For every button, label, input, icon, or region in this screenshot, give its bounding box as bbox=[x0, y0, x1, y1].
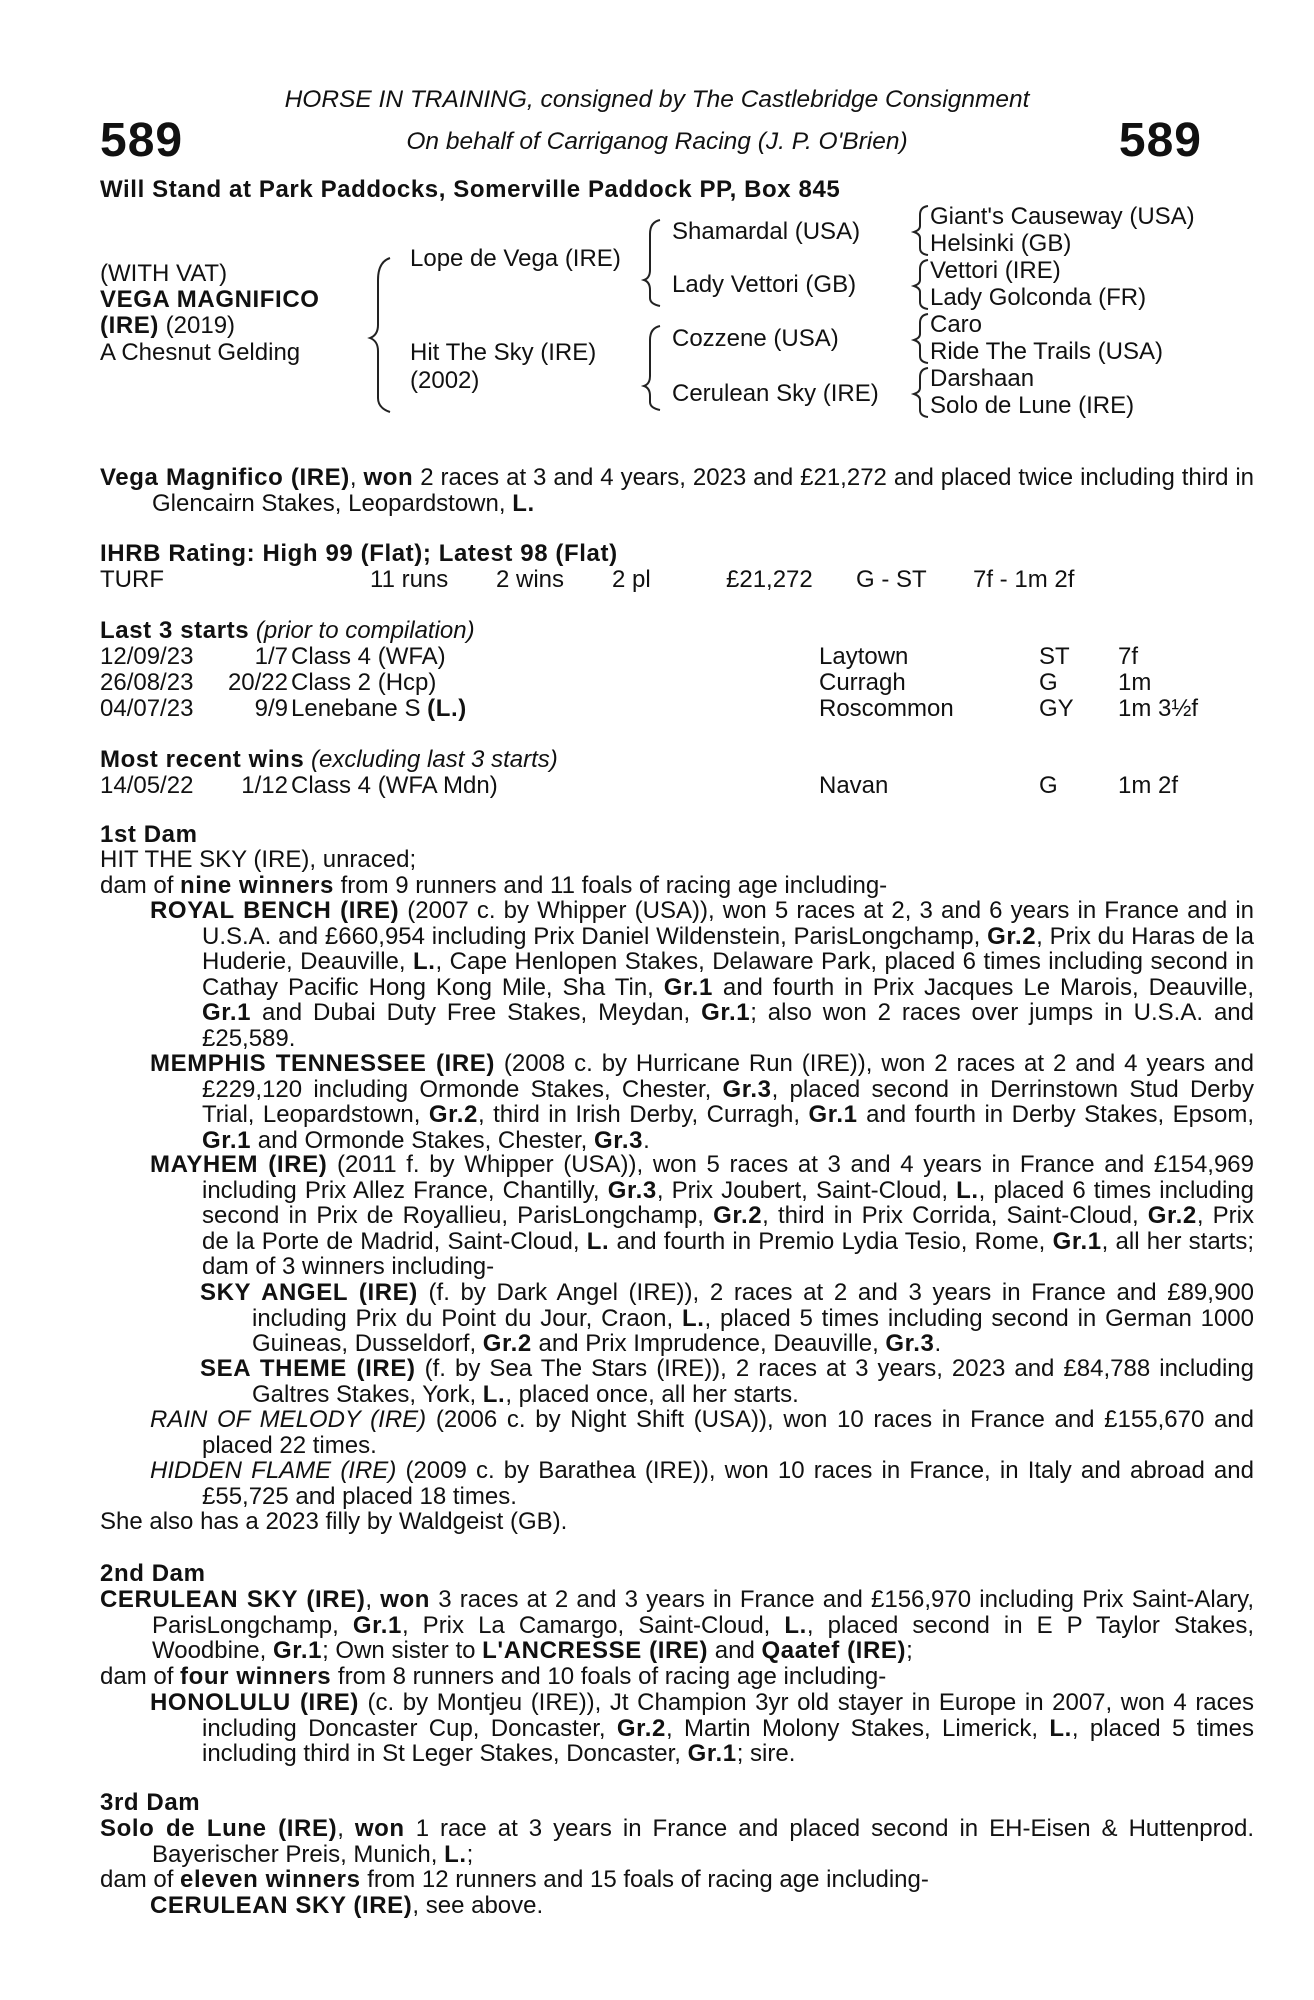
dam2-won: won bbox=[380, 1586, 431, 1613]
dam2-produce bbox=[100, 1664, 886, 1690]
grade-gr1: Gr.1 bbox=[1052, 1227, 1102, 1255]
progeny-name: ROYAL BENCH (IRE) bbox=[150, 897, 400, 924]
recent-note: (excluding last 3 starts) bbox=[304, 746, 558, 773]
grade-gr2: Gr.2 bbox=[987, 922, 1037, 950]
dam2-and: and bbox=[708, 1637, 762, 1664]
brace-sire bbox=[644, 220, 660, 306]
dam2-sister2: Qaatef (IRE) bbox=[761, 1637, 907, 1664]
start-going: GY bbox=[1039, 695, 1074, 722]
dam1-filly: She also has a 2023 filly by Waldgeist (GB). bbox=[100, 1508, 568, 1535]
recent-going: G bbox=[1039, 772, 1058, 799]
progeny-text: , Prix du Haras de la Huderie, Deauville, bbox=[202, 922, 1254, 975]
summary-text1: 2 races at 3 and 4 years, 2023 and £21,272 and placed twice bbox=[413, 464, 1074, 491]
consignor-line: HORSE IN TRAINING, consigned by The Castlebridge Consignment bbox=[284, 86, 1030, 113]
progeny-name: RAIN OF MELODY (IRE) bbox=[150, 1406, 427, 1433]
progeny-text: (f. by Dark Angel (IRE)), 2 races at 2 and 3 years in France and £89,900 including Prix du Point du Jour, Craon, bbox=[252, 1279, 1254, 1332]
grade-gr2: Gr.2 bbox=[482, 1330, 532, 1357]
summary-name: Vega Magnifico (IRE) bbox=[100, 464, 350, 491]
start-distance: 1m 3½f bbox=[1118, 695, 1199, 722]
progeny-name: SEA THEME (IRE) bbox=[200, 1355, 416, 1382]
progeny-text: (2011 f. by Whipper (USA)), won 5 races at 3 and 4 years in France and £154,969 including Prix Allez France, Chantilly, bbox=[202, 1151, 1254, 1204]
start-course: Laytown bbox=[819, 643, 909, 670]
dam1-line2c: from 9 runners and 11 foals of racing age including- bbox=[333, 872, 888, 899]
dam2-heading: 2nd Dam bbox=[100, 1560, 206, 1587]
progeny-text: and fourth in Prix Jacques Le Marois, Deauville, bbox=[712, 973, 1255, 1001]
pedigree-sire-sire: Shamardal (USA) bbox=[672, 218, 861, 245]
dam2-line2a: dam of bbox=[100, 1663, 181, 1690]
rating-distance: 7f - 1m 2f bbox=[973, 566, 1075, 593]
progeny-text: , placed second in Derrinstown Stud Derby Trial, Leopardstown, bbox=[202, 1075, 1254, 1128]
dam2-text: 3 races at 2 and 3 years in France and £156,970 including Prix Saint-Alary, ParisLongchamp, bbox=[152, 1586, 1254, 1639]
rating-wins: 2 wins bbox=[496, 566, 565, 593]
dam1-winners: nine winners bbox=[180, 872, 334, 899]
grade-listed: L. bbox=[784, 1611, 807, 1639]
grade-listed: L. bbox=[586, 1227, 610, 1255]
grade-gr3: Gr.3 bbox=[593, 1126, 644, 1154]
horse-vat: (WITH VAT) bbox=[100, 260, 228, 287]
brace-g2 bbox=[914, 260, 928, 309]
grade-gr1: Gr.1 bbox=[701, 999, 751, 1026]
dam1-heading: 1st Dam bbox=[100, 821, 198, 848]
start-going: G bbox=[1039, 669, 1058, 696]
rating-surface: TURF bbox=[100, 566, 164, 593]
rating-going: G - ST bbox=[856, 566, 927, 593]
rating-runs: 11 runs bbox=[370, 566, 449, 593]
dam2-semi: ; bbox=[906, 1637, 913, 1664]
dam3-produce bbox=[100, 1867, 929, 1893]
brace-g3 bbox=[914, 314, 928, 363]
pedigree-g1: Giant's Causeway (USA) bbox=[930, 203, 1195, 230]
grade-listed: L. bbox=[956, 1176, 979, 1204]
progeny-sea-theme bbox=[200, 1356, 1254, 1407]
progeny-text: and Prix Imprudence, Deauville, bbox=[531, 1330, 886, 1357]
brace-g1 bbox=[914, 206, 928, 255]
progeny-text: and fourth in Derby Stakes, Epsom, bbox=[857, 1101, 1255, 1128]
recent-title bbox=[100, 747, 558, 773]
recent-position: 1/12 bbox=[241, 772, 288, 799]
grade-gr2: Gr.2 bbox=[428, 1101, 478, 1128]
progeny-text: , placed 5 times including third in St Leger Stakes, Doncaster, bbox=[202, 1714, 1254, 1767]
pedigree-g7: Darshaan bbox=[930, 365, 1035, 392]
grade-gr1: Gr.1 bbox=[352, 1611, 402, 1639]
horse-name: VEGA MAGNIFICO bbox=[100, 286, 320, 313]
race-summary: Vega Magnifico (IRE), won 2 races at 3 and 4 years, 2023 and £21,272 and placed twice including third in Glencairn Stakes, Leopardstown, L. bbox=[100, 464, 1255, 517]
dam3-text: 1 race at 3 years in France and placed second in EH-Eisen & Huttenprod. Bayerischer Preis, Munich, bbox=[152, 1815, 1254, 1868]
horse-description: A Chesnut Gelding bbox=[100, 339, 301, 366]
pedigree-g6: Ride The Trails (USA) bbox=[930, 338, 1163, 365]
start-position: 20/22 bbox=[227, 669, 288, 696]
dam2-name: CERULEAN SKY (IRE) bbox=[100, 1586, 366, 1613]
dam2-record: CERULEAN SKY (IRE), won 3 races at 2 and 3 years in France and £156,970 including Prix Saint-Alary, ParisLongchamp, Gr.1, Prix La Camargo, Saint-Cloud, L., placed second in E P Taylor Stakes, Woodbine, Gr.1; Own sister to L'ANCRESSE (IRE) and Qaatef (IRE); bbox=[100, 1586, 1254, 1664]
progeny-mayhem bbox=[150, 1152, 1254, 1280]
progeny-text: , placed 5 times including second in German 1000 Guineas, Dusseldorf, bbox=[252, 1304, 1254, 1357]
grade-gr1: Gr.1 bbox=[202, 999, 252, 1026]
pedigree-g4: Lady Golconda (FR) bbox=[930, 284, 1147, 311]
start-race: Class 4 (WFA) bbox=[291, 643, 446, 670]
progeny-text: (c. by Montjeu (IRE)), Jt Champion 3yr old stayer in Europe in 2007, won 4 races including Doncaster Cup, Doncaster, bbox=[202, 1689, 1255, 1742]
grade-gr1: Gr.1 bbox=[663, 973, 713, 1001]
dam2-winners: four winners bbox=[180, 1663, 332, 1690]
progeny-memphis-tennessee: MEMPHIS TENNESSEE (IRE) (2008 c. by Hurricane Run (IRE)), won 2 races at 2 and 4 years and £229,120 including Ormonde Stakes, Chester, Gr.3, placed second in Derrinstown Stud Derby Trial, Leopardstown, Gr.2, third in Irish Derby, Curragh, Gr.1 and fourth in Derby Stakes, Epsom, Gr.1 and Ormonde Stakes, Chester, Gr.3. bbox=[150, 1050, 1255, 1154]
lot-number-left: 589 bbox=[100, 114, 184, 167]
brace-g4 bbox=[914, 368, 928, 417]
start-date: 26/08/23 bbox=[100, 669, 194, 696]
progeny-cerulean-sky bbox=[150, 1893, 543, 1919]
rating-earnings: £21,272 bbox=[726, 566, 813, 593]
recent-distance: 1m 2f bbox=[1118, 772, 1179, 799]
start-position: 1/7 bbox=[254, 643, 288, 670]
progeny-text: , Martin Molony Stakes, Limerick, bbox=[665, 1714, 1050, 1742]
dam2-text: , placed second in E P Taylor Stakes, Woodbine, bbox=[152, 1611, 1254, 1664]
pedigree-dam: Hit The Sky (IRE) bbox=[410, 339, 597, 366]
last3-title bbox=[100, 618, 475, 644]
progeny-text: , third in Prix Corrida, Saint-Cloud, bbox=[762, 1202, 1148, 1229]
dam2-text: , Prix La Camargo, Saint-Cloud, bbox=[401, 1611, 785, 1639]
progeny-text: and fourth in Premio Lydia Tesio, Rome, bbox=[609, 1227, 1053, 1255]
dam1-line2 bbox=[100, 873, 887, 899]
dam3-line2c: from 12 runners and 15 foals of racing age including- bbox=[360, 1866, 929, 1893]
dam2-sister1: L'ANCRESSE (IRE) bbox=[482, 1637, 709, 1664]
last3-label: Last 3 starts bbox=[100, 617, 250, 644]
progeny-name: SKY ANGEL (IRE) bbox=[200, 1279, 418, 1306]
progeny-rain-of-melody bbox=[150, 1407, 1254, 1458]
progeny-text: , Prix Joubert, Saint-Cloud, bbox=[656, 1176, 957, 1204]
start-race-name: Lenebane S bbox=[291, 695, 428, 722]
dam3-semi: ; bbox=[466, 1840, 474, 1868]
start-course: Roscommon bbox=[819, 695, 954, 722]
grade-listed: L. bbox=[1049, 1714, 1072, 1742]
progeny-text: (2008 c. by Hurricane Run (IRE)), won 2 races at 2 and 4 years and £229,120 including Ormonde Stakes, Chester, bbox=[202, 1050, 1255, 1103]
start-distance: 1m bbox=[1118, 669, 1152, 696]
start-race bbox=[291, 696, 467, 722]
recent-date: 14/05/22 bbox=[100, 772, 194, 799]
summary-won: won bbox=[363, 464, 414, 491]
behalf-line: On behalf of Carriganog Racing (J. P. O'Brien) bbox=[406, 128, 908, 155]
start-date: 04/07/23 bbox=[100, 695, 194, 722]
lot-number-right: 589 bbox=[1118, 114, 1202, 167]
start-course: Curragh bbox=[819, 669, 906, 696]
progeny-text: (2009 c. by Barathea (IRE)), won 10 races in France, in Italy and abroad and £55,725 and placed 18 times. bbox=[202, 1457, 1254, 1510]
summary-listed: L. bbox=[512, 489, 535, 517]
dam1-line2a: dam of bbox=[100, 872, 181, 899]
dam3-heading: 3rd Dam bbox=[100, 1789, 201, 1816]
progeny-text: (f. by Sea The Stars (IRE)), 2 races at 3 years, 2023 and £84,788 including Galtres Stakes, York, bbox=[252, 1355, 1254, 1408]
dam3-line2a: dam of bbox=[100, 1866, 181, 1893]
grade-listed: L. bbox=[681, 1304, 705, 1332]
recent-label: Most recent wins bbox=[100, 746, 305, 773]
dam1-line1: HIT THE SKY (IRE), unraced; bbox=[100, 846, 417, 873]
progeny-text: ; also won 2 races over jumps in U.S.A. and £25,589. bbox=[202, 999, 1254, 1052]
progeny-text: ; sire. bbox=[736, 1740, 796, 1767]
progeny-text: , placed 6 times including second in Prix de Royallieu, ParisLongchamp, bbox=[202, 1176, 1255, 1229]
progeny-name: HONOLULU (IRE) bbox=[150, 1689, 359, 1716]
progeny-text: and Dubai Duty Free Stakes, Meydan, bbox=[251, 999, 702, 1026]
pedigree-sire-dam: Lady Vettori (GB) bbox=[672, 271, 857, 298]
progeny-text: , see above. bbox=[412, 1892, 544, 1919]
progeny-sky-angel: SKY ANGEL (IRE) (f. by Dark Angel (IRE)), 2 races at 2 and 3 years in France and £89,900 including Prix du Point du Jour, Craon, L., placed 5 times including second in German 1000 Guineas, Dusseldorf, Gr.2 and Prix Imprudence, Deauville, Gr.3. bbox=[200, 1279, 1254, 1357]
rating-placed: 2 pl bbox=[612, 566, 651, 593]
pedigree-g3: Vettori (IRE) bbox=[930, 257, 1061, 284]
grade-gr2: Gr.2 bbox=[1147, 1202, 1197, 1229]
progeny-name: MAYHEM (IRE) bbox=[150, 1151, 328, 1178]
progeny-name: MEMPHIS TENNESSEE (IRE) bbox=[150, 1050, 495, 1077]
brace-gen1 bbox=[370, 258, 390, 412]
grade-gr1: Gr.1 bbox=[202, 1126, 252, 1154]
last3-note: (prior to compilation) bbox=[249, 617, 475, 644]
grade-gr2: Gr.2 bbox=[616, 1714, 666, 1742]
grade-listed: L. bbox=[413, 948, 436, 975]
grade-gr1: Gr.1 bbox=[687, 1740, 737, 1767]
start-date: 12/09/23 bbox=[100, 643, 194, 670]
progeny-royal-bench bbox=[150, 898, 1254, 1051]
dam2-line2c: from 8 runners and 10 foals of racing age including- bbox=[331, 1663, 887, 1690]
progeny-text: and Ormonde Stakes, Chester, bbox=[251, 1126, 594, 1154]
progeny-name: CERULEAN SKY (IRE) bbox=[150, 1892, 413, 1919]
grade-gr3: Gr.3 bbox=[722, 1075, 772, 1103]
grade-listed: L. bbox=[482, 1380, 506, 1408]
progeny-text: , Cape Henlopen Stakes, Delaware Park, placed 6 times including second in Cathay Pacific Hong Kong Mile, Sha Tin, bbox=[202, 948, 1254, 1001]
summary-text2: including third in Glencairn Stakes, Leopardstown, bbox=[152, 464, 1255, 517]
grade-gr2: Gr.2 bbox=[713, 1202, 763, 1229]
dam3-winners: eleven winners bbox=[180, 1866, 361, 1893]
progeny-text: (2006 c. by Night Shift (USA)), won 10 races in France and £155,670 and placed 22 times. bbox=[202, 1406, 1255, 1459]
start-position: 9/9 bbox=[254, 695, 288, 722]
pedigree-sire: Lope de Vega (IRE) bbox=[410, 245, 621, 272]
grade-gr1: Gr.1 bbox=[272, 1637, 323, 1664]
pedigree-dam-sire: Cozzene (USA) bbox=[672, 325, 839, 352]
start-race-grade: (L.) bbox=[427, 695, 467, 722]
recent-course: Navan bbox=[819, 772, 889, 799]
grade-gr1: Gr.1 bbox=[808, 1101, 858, 1128]
stand-line: Will Stand at Park Paddocks, Somerville Paddock PP, Box 845 bbox=[100, 176, 841, 203]
start-distance: 7f bbox=[1118, 643, 1139, 670]
horse-year: (2019) bbox=[159, 312, 236, 339]
pedigree-g2: Helsinki (GB) bbox=[930, 230, 1072, 257]
grade-gr3: Gr.3 bbox=[885, 1330, 935, 1357]
progeny-text: , Prix de la Porte de Madrid, Saint-Cloud, bbox=[202, 1202, 1255, 1255]
progeny-name: HIDDEN FLAME (IRE) bbox=[150, 1457, 397, 1484]
pedigree-g8: Solo de Lune (IRE) bbox=[930, 392, 1135, 419]
recent-race: Class 4 (WFA Mdn) bbox=[291, 772, 498, 799]
start-race: Class 2 (Hcp) bbox=[291, 669, 437, 696]
dam3-won: won bbox=[354, 1815, 405, 1842]
dam2-text: ; Own sister to bbox=[322, 1637, 483, 1664]
progeny-text: (2007 c. by Whipper (USA)), won 5 races at 2, 3 and 6 years in France and in U.S.A. and £660,954 including Prix Daniel Wildenstein, ParisLongchamp, bbox=[202, 897, 1254, 950]
progeny-hidden-flame bbox=[150, 1458, 1254, 1509]
brace-dam bbox=[644, 326, 660, 410]
horse-suffix: (IRE) bbox=[100, 312, 159, 339]
start-going: ST bbox=[1039, 643, 1070, 670]
pedigree-g5: Caro bbox=[930, 311, 983, 338]
progeny-text: , all her starts; dam of 3 winners including- bbox=[202, 1227, 1255, 1280]
rating-title: IHRB Rating: High 99 (Flat); Latest 98 (Flat) bbox=[100, 540, 618, 567]
grade-gr3: Gr.3 bbox=[607, 1176, 657, 1204]
progeny-honolulu bbox=[150, 1690, 1254, 1767]
dam3-name: Solo de Lune (IRE) bbox=[100, 1815, 338, 1842]
progeny-text: , third in Irish Derby, Curragh, bbox=[477, 1101, 809, 1128]
pedigree-dam-year: (2002) bbox=[410, 367, 480, 394]
grade-listed: L. bbox=[444, 1840, 467, 1868]
pedigree-dam-dam: Cerulean Sky (IRE) bbox=[672, 380, 879, 407]
progeny-text: , placed once, all her starts. bbox=[505, 1380, 799, 1408]
dam3-record: Solo de Lune (IRE), won 1 race at 3 years in France and placed second in EH-Eisen & Huttenprod. Bayerischer Preis, Munich, L.; bbox=[100, 1815, 1254, 1868]
